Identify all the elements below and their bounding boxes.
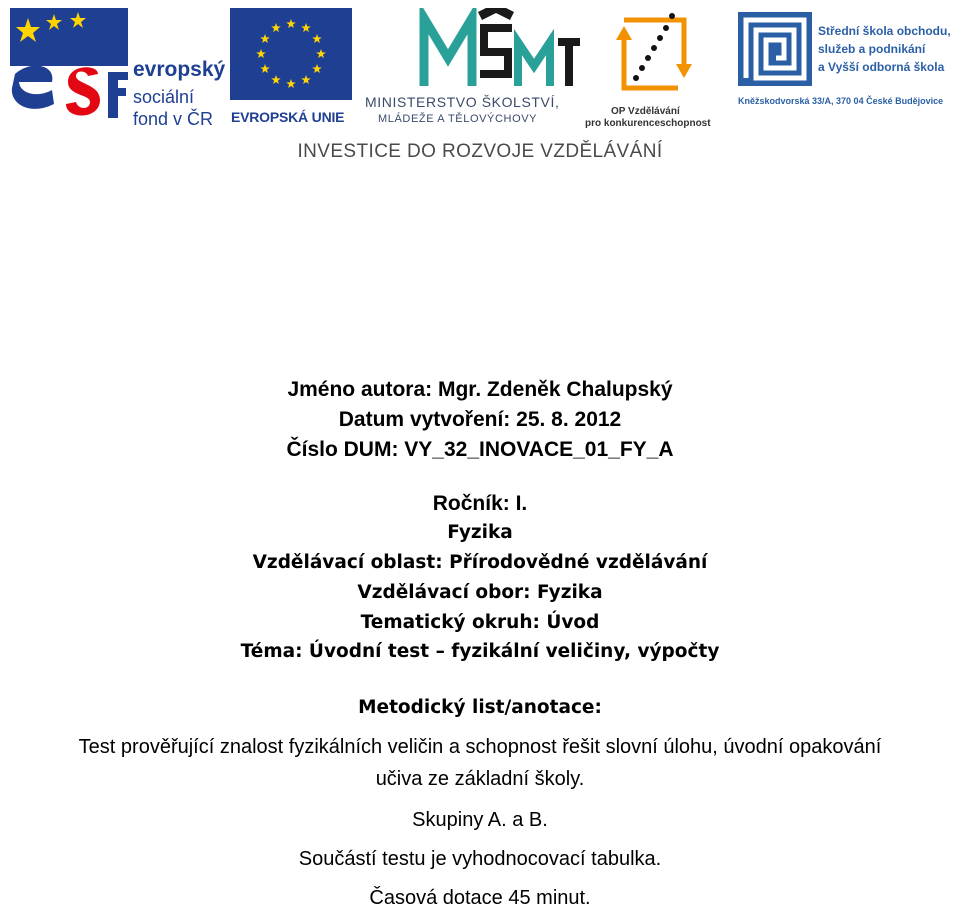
eu-flag-icon	[228, 8, 356, 104]
grade-line: Ročník: I.	[432, 492, 528, 515]
op-arrows-icon	[584, 8, 724, 104]
op-text-line2: pro konkurenceschopnost	[585, 118, 711, 129]
school-spiral-icon	[736, 8, 816, 90]
msmt-text-line1: MINISTERSTVO ŠKOLSTVÍ,	[365, 94, 560, 110]
annotation-line1: Test prověřující znalost fyzikálních veličin a schopnost řešit slovní úlohu, úvodní opakování	[78, 736, 882, 758]
annotation-line2: učiva ze základní školy.	[375, 768, 585, 790]
dum-line: Číslo DUM: VY_32_INOVACE_01_FY_A	[286, 438, 674, 461]
evaluation-table-line: Součástí testu je vyhodnocovací tabulka.	[298, 848, 662, 870]
topic-line: Tematický okruh: Úvod	[360, 612, 600, 633]
esf-text-line2: sociální	[133, 87, 195, 107]
subject-line: Fyzika	[447, 522, 513, 543]
esf-logo	[10, 8, 226, 129]
groups-line: Skupiny A. a B.	[412, 809, 548, 831]
author-line: Jméno autora: Mgr. Zdeněk Chalupský	[287, 378, 673, 401]
msmt-text-line2: MLÁDEŽE A TĚLOVÝCHOVY	[378, 113, 538, 125]
method-title: Metodický list/anotace:	[358, 697, 602, 718]
investice-tagline: INVESTICE DO ROZVOJE VZDĚLÁVÁNÍ	[297, 141, 663, 162]
op-text-line1: OP Vzdělávání	[611, 106, 680, 117]
theme-line: Téma: Úvodní test – fyzikální veličiny, výpočty	[240, 641, 720, 662]
school-text-line3: a Vyšší odborná škola	[818, 60, 945, 74]
field-line: Vzdělávací obor: Fyzika	[357, 582, 603, 603]
time-line: Časová dotace 45 minut.	[369, 887, 591, 909]
esf-text-line1: evropský	[133, 58, 226, 81]
school-address: Kněžskodvorská 33/A, 370 04 České Budějovice	[738, 96, 944, 106]
school-text-line1: Střední škola obchodu,	[818, 24, 951, 38]
date-line: Datum vytvoření: 25. 8. 2012	[338, 408, 622, 431]
school-text-line2: služeb a podnikání	[818, 42, 926, 56]
area-line: Vzdělávací oblast: Přírodovědné vzdělávání	[252, 552, 708, 573]
msmt-monogram-icon	[362, 8, 580, 92]
msmt-logo	[362, 8, 580, 126]
eu-logo	[228, 8, 356, 126]
esf-text-line3: fond v ČR	[133, 109, 214, 129]
school-logo	[736, 8, 958, 126]
op-logo	[584, 8, 724, 129]
eu-label: EVROPSKÁ UNIE	[231, 109, 345, 125]
